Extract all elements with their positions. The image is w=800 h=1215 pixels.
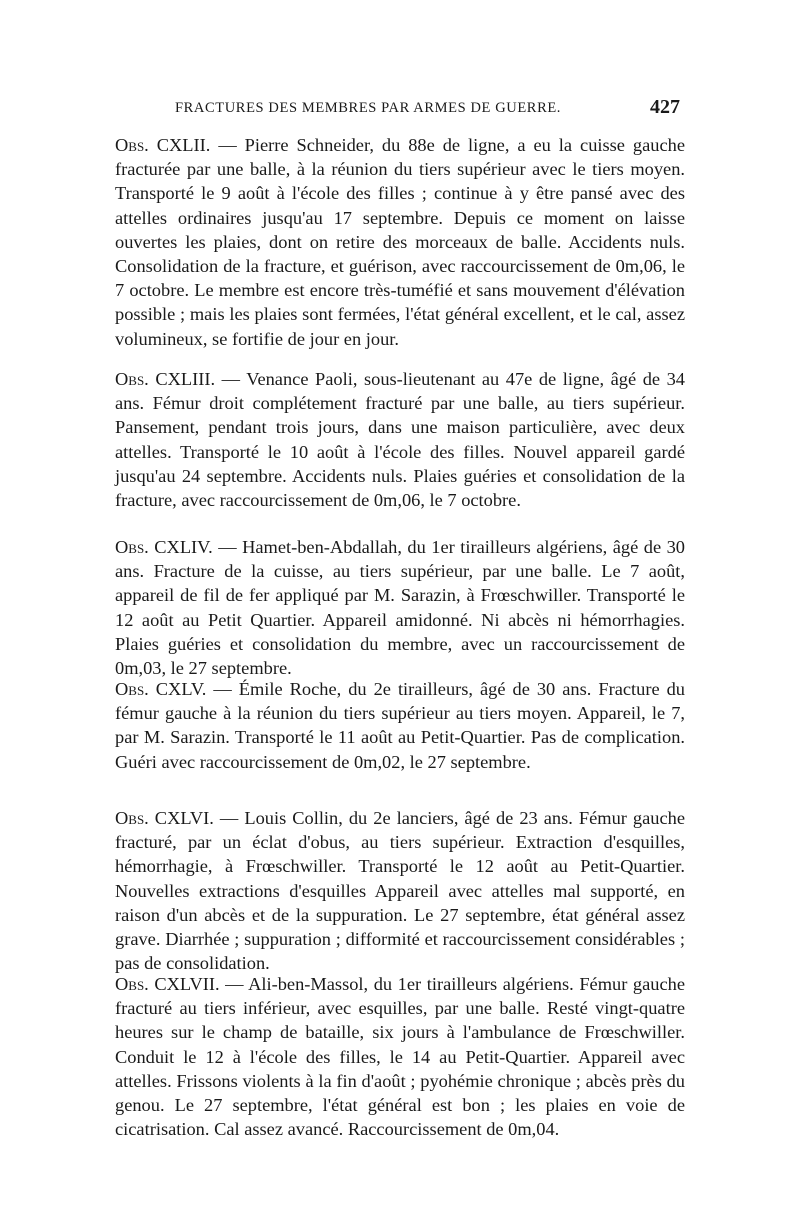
observation-number: Obs. CXLVI. (115, 808, 214, 828)
observation-number: Obs. CXLV. (115, 679, 207, 699)
observation-number: Obs. CXLII. (115, 135, 211, 155)
observation-paragraph (115, 806, 685, 975)
observation-cxlvii (115, 972, 685, 1141)
observation-text: — Louis Collin, du 2e lanciers, âgé de 23 ans. Fémur gauche fracturé, par un éclat d'obus, au tiers supérieur. Extraction d'esquilles, hémorrhagie, à Frœschwiller. Transporté le 12 août au Petit-Quartier. Nouvelles extractions d'esquilles Appareil avec attelles mal supporté, en raison d'un abcès et de la suppuration. Le 27 septembre, état général assez grave. Diarrhée ; suppuration ; difformité et raccourcissement considérables ; pas de consolidation. (115, 808, 685, 974)
observation-number: Obs. CXLIV. (115, 537, 213, 557)
observation-text: — Hamet-ben-Abdallah, du 1er tirailleurs algériens, âgé de 30 ans. Fracture de la cuisse, au tiers supérieur, par une balle. Le 7 août, appareil de fil de fer appliqué par M. Sarazin, à Frœschwiller. Transporté le 12 août au Petit Quartier. Appareil amidonné. Ni abcès ni hémorrhagies. Plaies guéries et consolidation du membre, avec un raccourcissement de 0m,03, le 27 septembre. (115, 537, 685, 679)
observation-text: — Pierre Schneider, du 88e de ligne, a eu la cuisse gauche fracturée par une balle, à la réunion du tiers supérieur avec le tiers moyen. Transporté le 9 août à l'école des filles ; continue à y être pansé avec des attelles ordinaires jusqu'au 17 septembre. Depuis ce moment on laisse ouvertes les plaies, dont on retire des morceaux de balle. Accidents nuls. Consolidation de la fracture, et guérison, avec raccourcissement de 0m,06, le 7 octobre. Le membre est encore très-tuméfié et sans mouvement d'élévation possible ; mais les plaies sont fermées, l'état général excellent, et le cal, assez volumineux, se fortifie de jour en jour. (115, 135, 685, 349)
observation-text: — Venance Paoli, sous-lieutenant au 47e de ligne, âgé de 34 ans. Fémur droit complétement fracturé par une balle, au tiers supérieur. Pansement, pendant trois jours, dans une maison particulière, avec deux attelles. Transporté le 10 août à l'école des filles. Nouvel appareil gardé jusqu'au 24 septembre. Accidents nuls. Plaies guéries et consolidation de la fracture, avec raccourcissement de 0m,06, le 7 octobre. (115, 369, 685, 511)
observation-cxliv (115, 535, 685, 680)
running-header (175, 96, 680, 118)
page-number: 427 (650, 96, 680, 118)
observation-paragraph (115, 972, 685, 1141)
observation-number: Obs. CXLVII. (115, 974, 220, 994)
observation-paragraph (115, 535, 685, 680)
observation-paragraph (115, 367, 685, 512)
observation-cxliii (115, 367, 685, 512)
observation-number: Obs. CXLIII. (115, 369, 216, 389)
observation-paragraph (115, 677, 685, 774)
observation-cxlv (115, 677, 685, 774)
observation-text: — Émile Roche, du 2e tirailleurs, âgé de 30 ans. Fracture du fémur gauche à la réunion du tiers supérieur au tiers moyen. Appareil, le 7, par M. Sarazin. Transporté le 11 août au Petit-Quartier. Pas de complication. Guéri avec raccourcissement de 0m,02, le 27 septembre. (115, 679, 685, 772)
header-title: FRACTURES DES MEMBRES PAR ARMES DE GUERRE. (175, 100, 562, 116)
observation-text: — Ali-ben-Massol, du 1er tirailleurs algériens. Fémur gauche fracturé au tiers inférieur, avec esquilles, par une balle. Resté vingt-quatre heures sur le champ de bataille, six jours à l'ambulance de Frœschwiller. Conduit le 12 à l'école des filles, le 14 au Petit-Quartier. Appareil avec attelles. Frissons violents à la fin d'août ; pyohémie chronique ; abcès près du genou. Le 27 septembre, l'état général est bon ; les plaies en voie de cicatrisation. Cal assez avancé. Raccourcissement de 0m,04. (115, 974, 685, 1140)
observation-paragraph (115, 133, 685, 351)
observation-cxlii (115, 133, 685, 351)
observation-cxlvi (115, 806, 685, 975)
